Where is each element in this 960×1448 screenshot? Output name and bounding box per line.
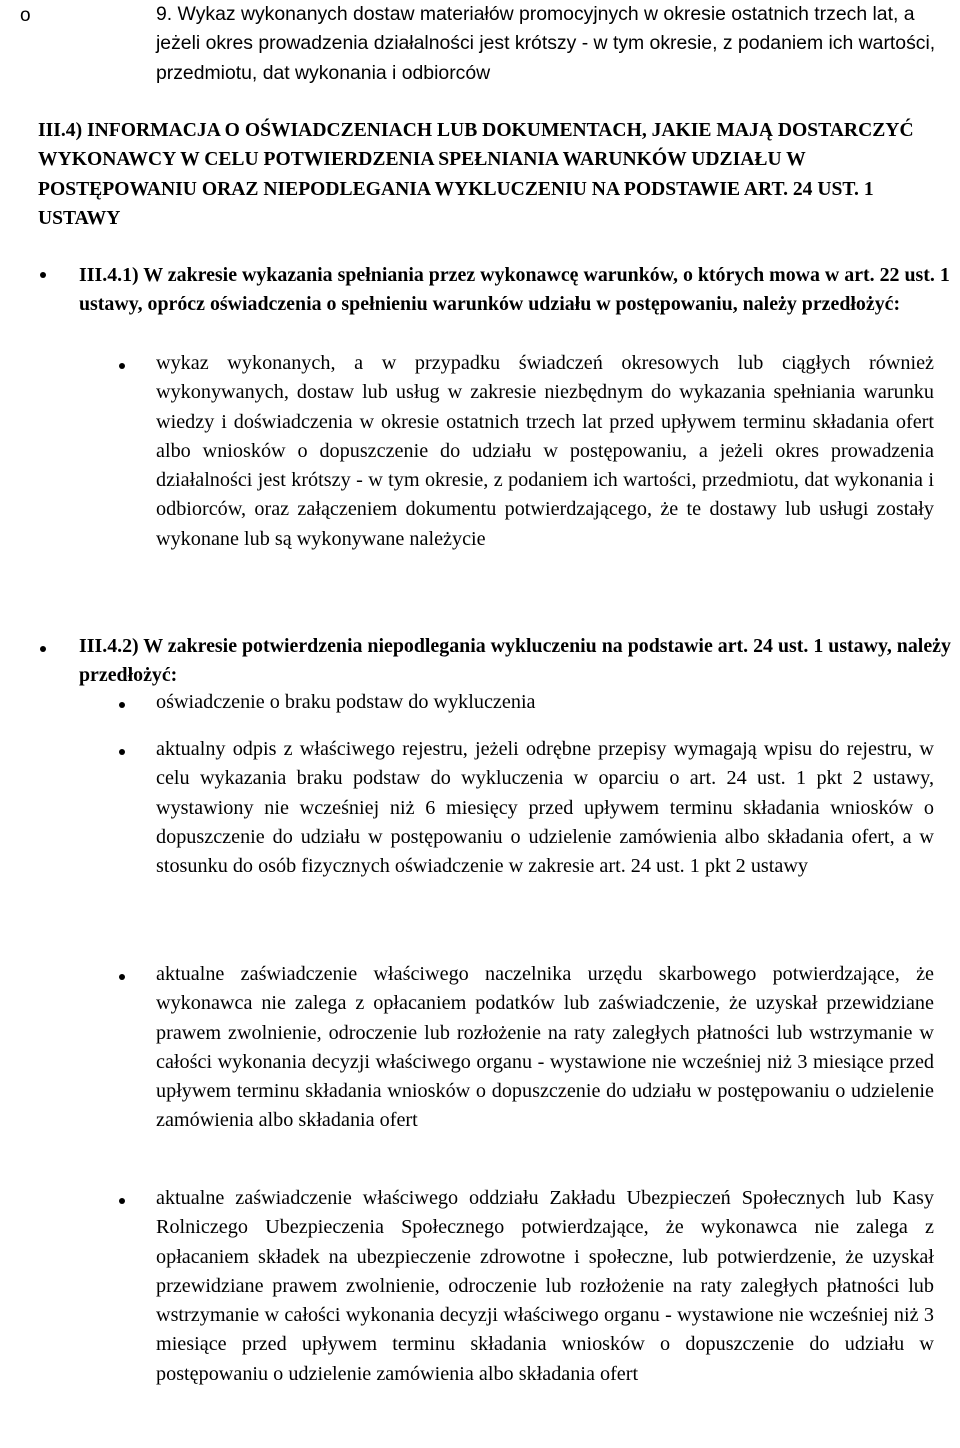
subsection-2-item-2: aktualny odpis z właściwego rejestru, jeżeli odrębne przepisy wymagają wpisu do rejestru, w celu wykazania braku podstaw do wykluczenia w oparciu o art. 24 ust. 1 pkt 2 ustawy, wystawiony nie wcześniej niż 6 miesięcy przed upływem terminu składania wniosków o dopuszczenie do udziału w postępowaniu o udzielenie zamówienia albo składania ofert, a w stosunku do osób fizycznych oświadczenie w zakresie art. 24 ust. 1 pkt 2 ustawy bbox=[156, 738, 934, 878]
subsection-1-item-1: wykaz wykonanych, a w przypadku świadczeń okresowych lub ciągłych również wykonywanych, dostaw lub usług w zakresie niezbędnym do wykazania spełniania warunku wiedzy i doświadczenia w okresie ostatnich trzech lat przed upływem terminu składania ofert albo wniosków o dopuszczenie do udziału w postępowaniu, a jeżeli okres prowadzenia działalności jest krótszy - w tym okresie, z podaniem ich wartości, przedmiotu, dat wykonania i odbiorców, oraz załączeniem dokumentu potwierdzającego, że te dostawy lub usługi zostały wykonane lub są wykonywane należycie bbox=[156, 352, 934, 550]
list-item-9: 9. Wykaz wykonanych dostaw materiałów promocyjnych w okresie ostatnich trzech lat, a jeżeli okres prowadzenia działalności jest krótszy - w tym okresie, z podaniem ich wartości, przedmiotu, dat wykonania i odbiorców bbox=[156, 3, 936, 84]
subsection-2-item-3: aktualne zaświadczenie właściwego naczelnika urzędu skarbowego potwierdzające, że wykonawca nie zalega z opłacaniem podatków lub zaświadczenie, że uzyskał przewidziane prawem zwolnienie, odroczenie lub rozłożenie na raty zaległych płatności lub wstrzymanie w całości wykonania decyzji właściwego organu - wystawione nie wcześniej niż 3 miesiące przed upływem terminu składania wniosków o dopuszczenie do udziału w postępowaniu o udzielenie zamówienia albo składania ofert bbox=[156, 963, 934, 1132]
subsection-2-title: III.4.2) W zakresie potwierdzenia niepodlegania wykluczeniu na podstawie art. 24 ust. 1 ustawy, należy przedłożyć: bbox=[79, 635, 951, 687]
subsection-1-title: III.4.1) W zakresie wykazania spełniania przez wykonawcę warunków, o których mowa w art. 22 ust. 1 ustawy, oprócz oświadczenia o spełnieniu warunków udziału w postępowaniu, należy przedłożyć: bbox=[79, 264, 950, 316]
bullet-icon bbox=[119, 1198, 125, 1204]
bullet-icon bbox=[40, 646, 46, 652]
section-heading: III.4) INFORMACJA O OŚWIADCZENIACH LUB DOKUMENTACH, JAKIE MAJĄ DOSTARCZYĆ WYKONAWCY W CELU POTWIERDZENIA SPEŁNIANIA WARUNKÓW UDZIAŁU W POSTĘPOWANIU ORAZ NIEPODLEGANIA WYKLUCZENIU NA PODSTAWIE ART. 24 UST. 1 USTAWY bbox=[38, 120, 914, 229]
bullet-icon bbox=[119, 702, 125, 708]
subsection-2-item-1: oświadczenie o braku podstaw do wykluczenia bbox=[156, 691, 536, 713]
bullet-icon bbox=[40, 272, 46, 278]
circle-bullet-icon: o bbox=[20, 5, 31, 26]
bullet-icon bbox=[119, 749, 125, 755]
subsection-2-item-4: aktualne zaświadczenie właściwego oddziału Zakładu Ubezpieczeń Społecznych lub Kasy Rolniczego Ubezpieczenia Społecznego potwierdzające, że wykonawca nie zalega z opłacaniem składek na ubezpieczenie zdrowotne i społeczne, lub potwierdzenie, że uzyskał przewidziane prawem zwolnienie, odroczenie lub rozłożenie na raty zaległych płatności lub wstrzymanie w całości wykonania decyzji właściwego organu - wystawione nie wcześniej niż 3 miesiące przed upływem terminu składania wniosków o dopuszczenie do udziału w postępowaniu o udzielenie zamówienia albo składania ofert bbox=[156, 1187, 934, 1385]
bullet-icon bbox=[119, 363, 125, 369]
bullet-icon bbox=[119, 974, 125, 980]
